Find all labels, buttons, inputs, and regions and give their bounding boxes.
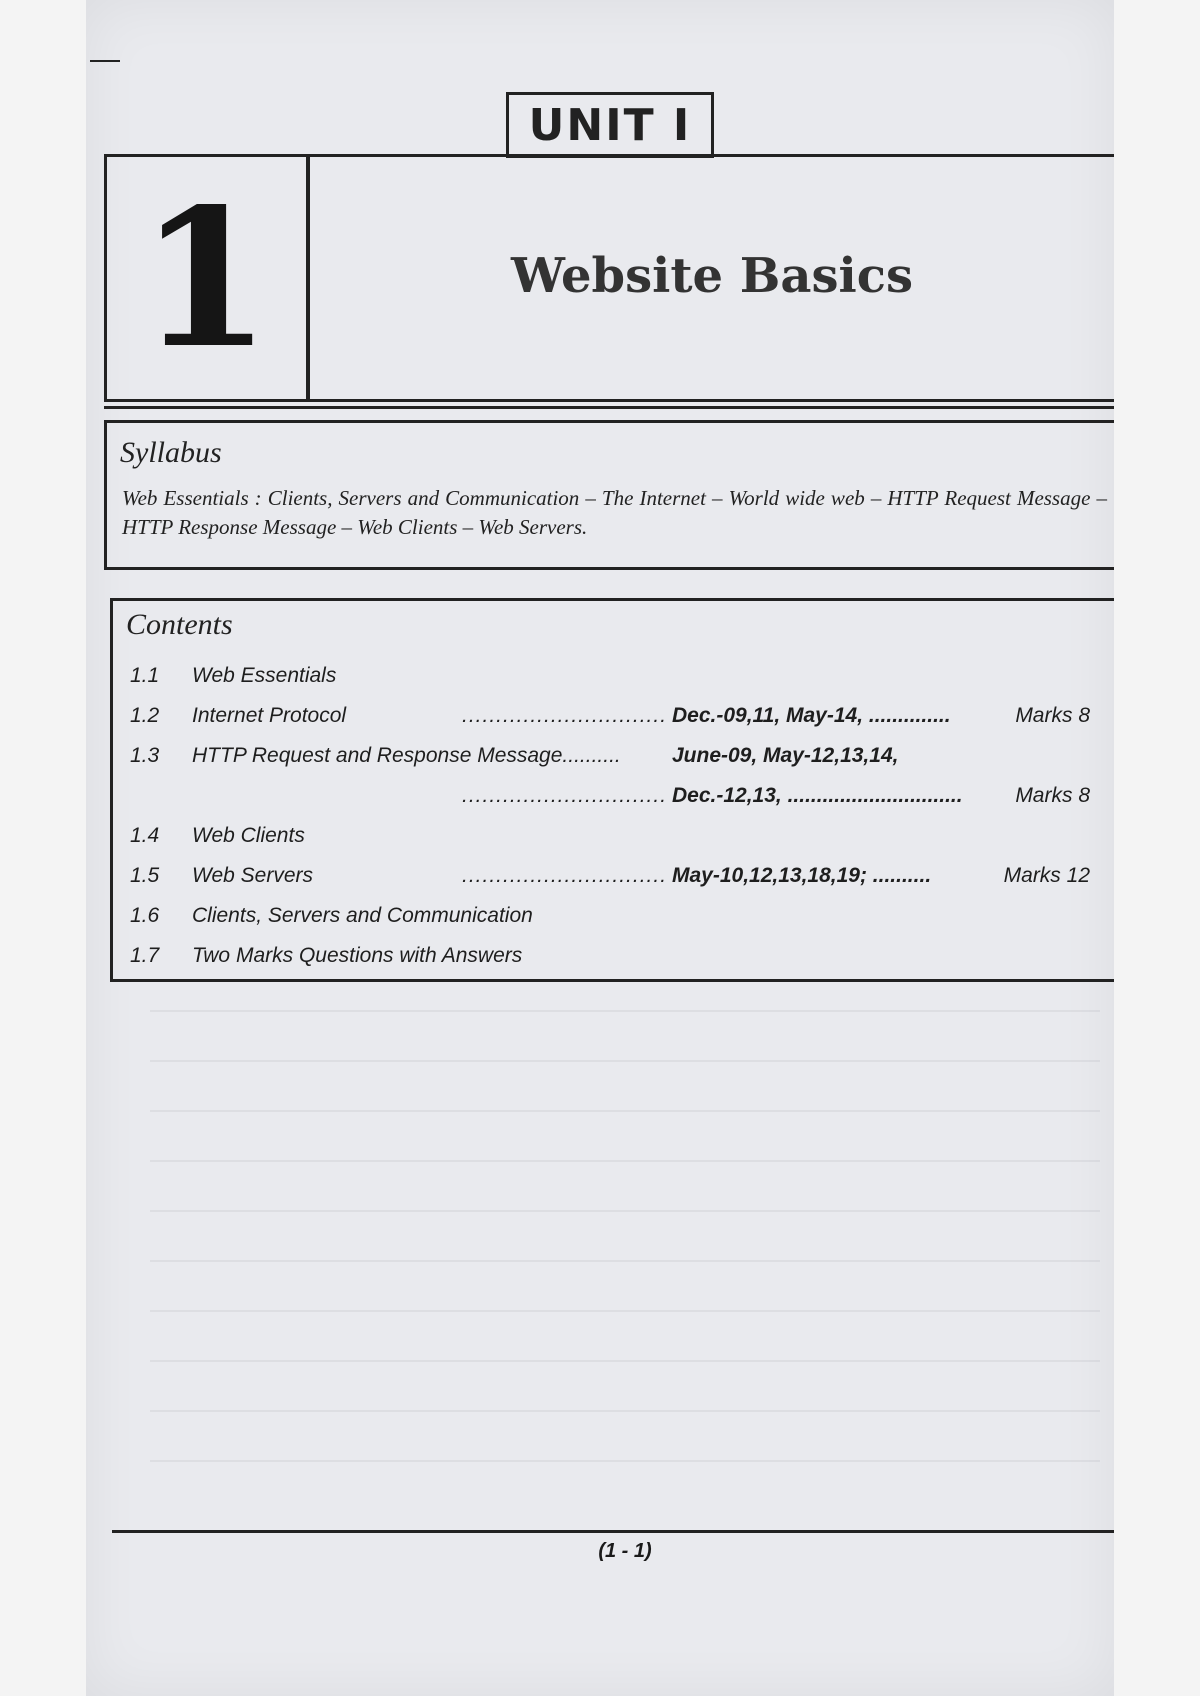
unit-label: UNIT I xyxy=(506,92,714,158)
contents-item xyxy=(130,744,1090,774)
item-exam-dates: Dec.-09,11, May-14, .............. xyxy=(672,704,951,727)
chapter-number: 1 xyxy=(138,166,272,390)
contents-item xyxy=(130,824,1090,854)
dot-leader: .............................. xyxy=(462,784,668,807)
show-through-line xyxy=(150,1110,1100,1112)
item-marks: Marks 12 xyxy=(1003,864,1090,887)
show-through-line xyxy=(150,1060,1100,1062)
show-through-line xyxy=(150,1410,1100,1412)
item-exam-dates: June-09, May-12,13,14, xyxy=(672,744,899,767)
show-through-line xyxy=(150,1260,1100,1262)
item-number: 1.5 xyxy=(130,864,160,887)
dot-leader: .............................. xyxy=(462,704,668,727)
item-number: 1.6 xyxy=(130,904,160,927)
footer-rule xyxy=(112,1530,1114,1533)
margin-mark xyxy=(90,60,120,62)
item-title: Web Essentials xyxy=(192,664,337,687)
show-through-line xyxy=(150,1360,1100,1362)
contents-item xyxy=(130,704,1090,734)
item-title: Clients, Servers and Communication xyxy=(192,904,533,927)
item-number: 1.4 xyxy=(130,824,160,847)
show-through-line xyxy=(150,1010,1100,1012)
show-through-line xyxy=(150,1310,1100,1312)
item-number: 1.1 xyxy=(130,664,160,687)
item-title: Two Marks Questions with Answers xyxy=(192,944,523,967)
item-number: 1.3 xyxy=(130,744,160,767)
syllabus-text: Web Essentials : Clients, Servers and Communication – The Internet – World wide web – HTTP Request Message – HTTP Response Message – Web Clients – Web Servers. xyxy=(122,486,1107,539)
contents-item xyxy=(130,664,1090,694)
chapter-rule xyxy=(104,406,1114,409)
show-through-line xyxy=(150,1160,1100,1162)
contents-item xyxy=(130,864,1090,894)
chapter-title: Website Basics xyxy=(511,248,913,304)
show-through-line xyxy=(150,1210,1100,1212)
dot-leader: .............................. xyxy=(462,864,668,887)
page-number: (1 - 1) xyxy=(598,1540,652,1562)
item-number: 1.2 xyxy=(130,704,160,727)
item-marks: Marks 8 xyxy=(1015,784,1090,807)
item-title: Web Servers xyxy=(192,864,313,887)
syllabus-heading: Syllabus xyxy=(120,436,222,469)
item-title: HTTP Request and Response Message.......... xyxy=(192,744,621,767)
item-title: Internet Protocol xyxy=(192,704,347,727)
item-marks: Marks 8 xyxy=(1015,704,1090,727)
contents-item xyxy=(130,784,1090,814)
contents-item xyxy=(130,944,1090,974)
item-title: Web Clients xyxy=(192,824,305,847)
contents-item xyxy=(130,904,1090,934)
item-number: 1.7 xyxy=(130,944,160,967)
item-exam-dates: Dec.-12,13, .............................. xyxy=(672,784,963,807)
show-through-line xyxy=(150,1460,1100,1462)
item-exam-dates: May-10,12,13,18,19; .......... xyxy=(672,864,932,887)
contents-heading: Contents xyxy=(126,608,233,641)
